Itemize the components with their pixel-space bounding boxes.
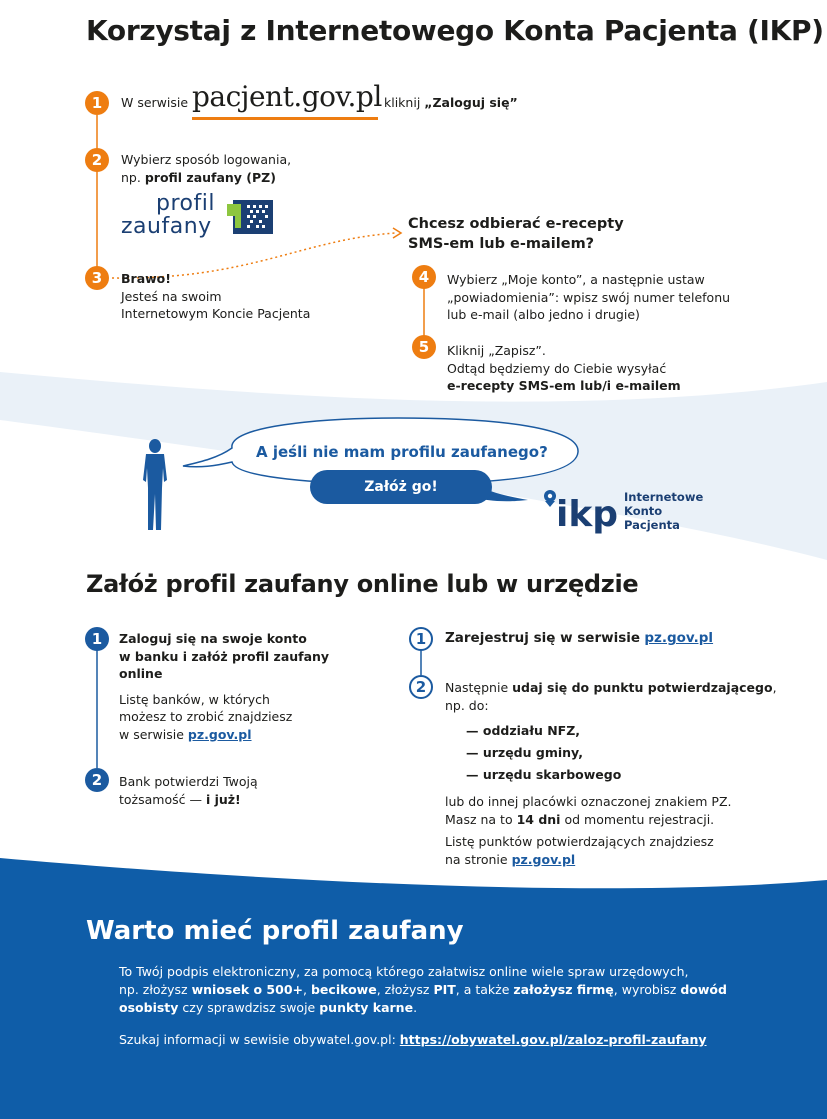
left-step-1-text: Zaloguj się na swoje konto w banku i załóż profil zaufany online Listę banków, w których możesz to zrobić znajdziesz w serwisie pz.gov.pl xyxy=(119,631,330,742)
pz-gov-link-right1[interactable]: pz.gov.pl xyxy=(644,630,714,646)
ikp-logo-text: Internetowe Konto Pacjenta xyxy=(624,490,704,532)
bottom-title: Warto mieć profil zaufany xyxy=(86,916,464,946)
bubble-question: A jeśli nie mam profilu zaufanego? xyxy=(256,443,548,461)
bottom-info: Szukaj informacji w sewisie obywatel.gov.pl: https://obywatel.gov.pl/zaloz-profil-zaufany xyxy=(119,1032,707,1047)
person-icon xyxy=(138,438,172,532)
step-5-number: 5 xyxy=(412,335,436,359)
left-step-1-number: 1 xyxy=(85,627,109,651)
pacjent-logo-underline xyxy=(192,117,378,120)
step-1-number: 1 xyxy=(85,91,109,115)
right-notes: lub do innej placówki oznaczonej znakiem PZ. Masz na to 14 dni od momentu rejestracji. Listę punktów potwierdzających znajdziesz na stronie pz.gov.pl xyxy=(445,794,732,867)
step-1-text: W serwisie xyxy=(121,95,189,110)
step-3-text: Brawo! Jesteś na swoim Internetowym Koncie Pacjenta xyxy=(121,271,311,321)
office-item: — urzędu gminy, xyxy=(466,745,583,760)
right-step-2-number: 2 xyxy=(409,675,433,699)
left-step-2-number: 2 xyxy=(85,768,109,792)
ereceipt-question: Chcesz odbierać e-recepty SMS-em lub e-mailem? xyxy=(408,216,624,252)
obywatel-link[interactable]: https://obywatel.gov.pl/zaloz-profil-zaufany xyxy=(399,1032,707,1047)
office-item: — oddziału NFZ, xyxy=(466,723,581,738)
pacjent-gov-pl-logo[interactable]: pacjent.gov.pl xyxy=(192,80,382,113)
left-step-2-text: Bank potwierdzi Twoją tożsamość — i już! xyxy=(119,774,258,807)
step-4-text: Wybierz „Moje konto”, a następnie ustaw „powiadomienia”: wpisz swój numer telefonu lub e-mail (albo jedno i drugie) xyxy=(447,272,731,322)
page-title: Korzystaj z Internetowego Konta Pacjenta (IKP) xyxy=(86,14,824,47)
step-5-text: Kliknij „Zapisz”. Odtąd będziemy do Ciebie wysyłać e-recepty SMS-em lub/i e-mailem xyxy=(447,343,681,393)
create-pz-button[interactable]: Załóż go! xyxy=(310,470,492,504)
step-2-text: Wybierz sposób logowania, np. profil zaufany (PZ) xyxy=(121,152,292,185)
right-step-1-text: Zarejestruj się w serwisie pz.gov.pl xyxy=(445,630,714,646)
bottom-description: To Twój podpis elektroniczny, za pomocą którego załatwisz online wiele spraw urzędowych, np. złożysz wniosek o 500+, becikowe, złożysz PIT, a także założysz firmę, wyrobisz dowód osobisty czy sprawdzisz swoje punkty karne. xyxy=(119,964,727,1015)
ikp-mark-text: ikp xyxy=(556,494,619,535)
office-list xyxy=(466,720,621,786)
step-4-number: 4 xyxy=(412,265,436,289)
ikp-logo-mark xyxy=(542,488,620,538)
pz-gov-link-left[interactable]: pz.gov.pl xyxy=(187,726,252,742)
section2-title: Załóż profil zaufany online lub w urzędzie xyxy=(86,570,639,598)
right-step-2-text: Następnie udaj się do punktu potwierdzającego, np. do: xyxy=(445,680,777,713)
office-item: — urzędu skarbowego xyxy=(466,767,622,782)
pz-logo-icon xyxy=(227,198,273,234)
step-1-action: kliknij „Zaloguj się” xyxy=(384,95,518,110)
step-3-number: 3 xyxy=(85,266,109,290)
step-2-number: 2 xyxy=(85,148,109,172)
pz-logo-line2: zaufany xyxy=(121,214,212,239)
pz-logo-line1: profil xyxy=(156,191,215,216)
pz-gov-link-right2[interactable]: pz.gov.pl xyxy=(511,851,576,867)
right-step-1-number: 1 xyxy=(409,627,433,651)
